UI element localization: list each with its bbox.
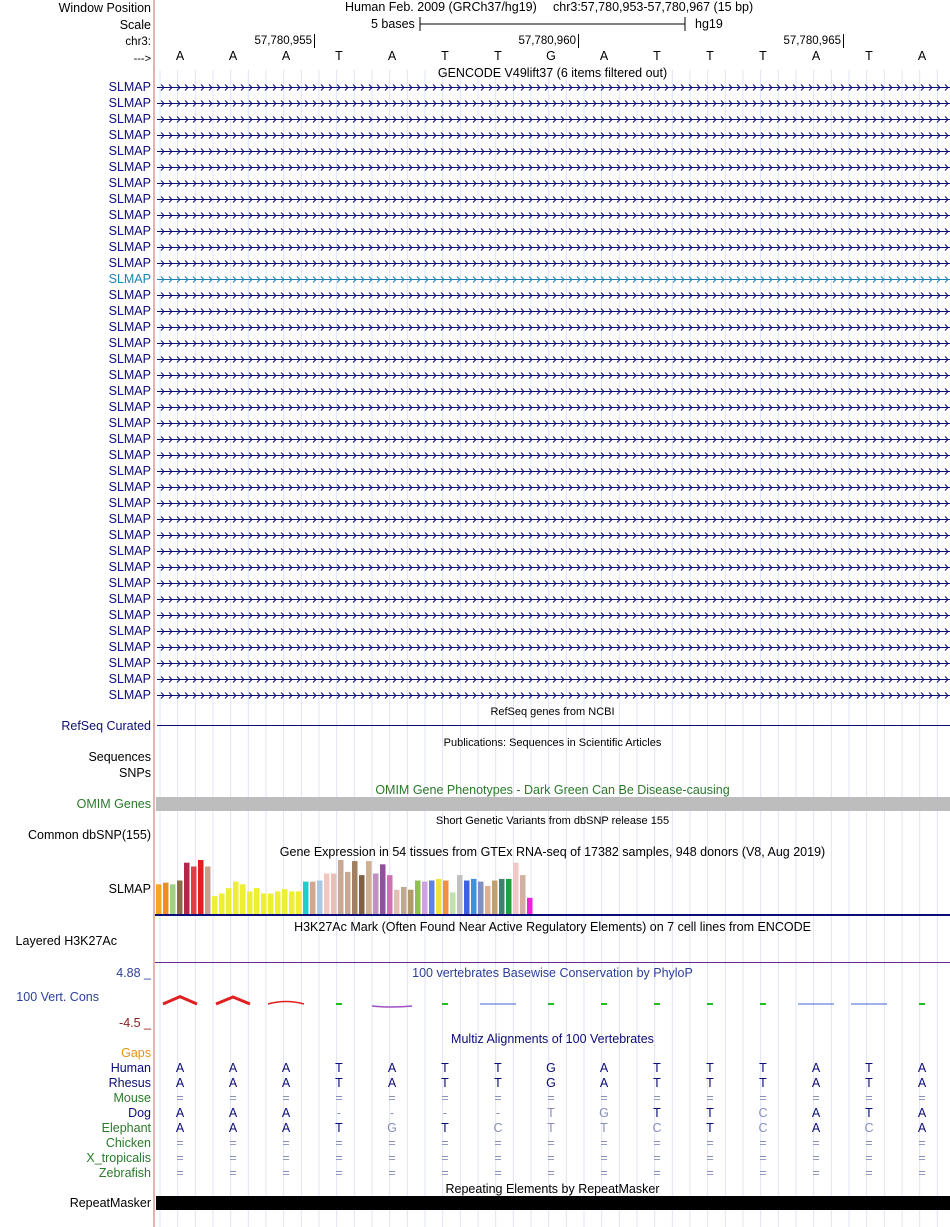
phylop-plot[interactable] <box>155 980 950 1025</box>
gene-label[interactable]: SLMAP <box>108 544 151 558</box>
multiz-gaps-label: Gaps <box>121 1046 151 1060</box>
gene-label[interactable]: SLMAP <box>108 96 151 110</box>
gencode-gene-lines[interactable] <box>155 0 950 720</box>
gtex-bar <box>324 874 330 915</box>
gtex-bar <box>184 863 190 914</box>
position-text: chr3:57,780,953-57,780,967 (15 bp) <box>553 0 754 14</box>
track-area[interactable] <box>155 0 950 1227</box>
gtex-bar <box>303 882 309 914</box>
alignment-base: = <box>441 1091 449 1105</box>
base-letter: T <box>494 49 502 63</box>
phylop-peak <box>268 1002 304 1005</box>
phylop-title: 100 vertebrates Basewise Conservation by PhyloP <box>412 966 693 980</box>
alignment-base: = <box>335 1091 343 1105</box>
base-letter: T <box>335 49 343 63</box>
alignment-base: T <box>441 1121 449 1135</box>
gene-label[interactable]: SLMAP <box>108 256 151 270</box>
species-label[interactable]: Human <box>110 1061 151 1075</box>
gene-label[interactable]: SLMAP <box>108 528 151 542</box>
alignment-base: = <box>494 1151 502 1165</box>
refseq-line[interactable] <box>157 725 950 726</box>
alignment-base: = <box>388 1136 396 1150</box>
gtex-bar <box>492 881 498 914</box>
alignment-base: T <box>441 1061 449 1075</box>
gene-label[interactable]: SLMAP <box>108 80 151 94</box>
species-label[interactable]: X_tropicalis <box>86 1151 151 1165</box>
gtex-bar <box>415 881 421 914</box>
alignment-base: A <box>175 1106 185 1120</box>
gtex-bar <box>310 882 316 914</box>
alignment-base: A <box>387 1076 397 1090</box>
phylop-peak <box>216 997 250 1004</box>
alignment-base: A <box>281 1121 291 1135</box>
phylop-label[interactable]: 100 Vert. Cons <box>16 990 99 1004</box>
alignment-base: - <box>495 1106 501 1120</box>
gene-label[interactable]: SLMAP <box>108 144 151 158</box>
alignment-base: = <box>812 1091 820 1105</box>
alignment-base: = <box>388 1166 396 1180</box>
gtex-bar <box>261 893 267 914</box>
alignment-base: = <box>706 1151 714 1165</box>
alignment-base: T <box>494 1061 502 1075</box>
phylop-peak <box>163 997 197 1004</box>
gtex-bar <box>380 864 386 914</box>
gtex-bar <box>373 874 379 915</box>
alignment-base: T <box>706 1076 714 1090</box>
alignment-base: A <box>175 1061 185 1075</box>
gene-label[interactable]: SLMAP <box>108 384 151 398</box>
alignment-base: A <box>228 1121 238 1135</box>
alignment-base: = <box>229 1091 237 1105</box>
gtex-bar <box>212 896 218 914</box>
alignment-base: T <box>653 1061 661 1075</box>
gene-label[interactable]: SLMAP <box>108 304 151 318</box>
alignment-base: = <box>812 1151 820 1165</box>
alignment-base: = <box>388 1091 396 1105</box>
alignment-base: = <box>282 1136 290 1150</box>
gtex-bar <box>366 861 372 914</box>
scale-label: Scale <box>119 18 151 32</box>
gtex-bar <box>205 866 211 914</box>
gene-label[interactable]: SLMAP <box>108 592 151 606</box>
alignment-base: = <box>282 1166 290 1180</box>
alignment-base: = <box>706 1091 714 1105</box>
gene-label[interactable]: SLMAP <box>108 688 151 702</box>
alignment-base: T <box>653 1076 661 1090</box>
gtex-bar <box>247 891 253 914</box>
alignment-base: A <box>599 1061 609 1075</box>
base-letter: A <box>917 49 927 63</box>
gtex-bar <box>219 893 225 914</box>
gene-label[interactable]: SLMAP <box>108 112 151 126</box>
alignment-base: T <box>547 1121 555 1135</box>
gtex-bar <box>254 888 260 914</box>
gtex-bar <box>156 884 162 914</box>
gtex-bar <box>485 886 491 914</box>
gtex-title: Gene Expression in 54 tissues from GTEx RNA-seq of 17382 samples, 948 donors (V8, Aug 2019) <box>279 845 826 859</box>
alignment-base: = <box>547 1166 555 1180</box>
alignment-base: = <box>494 1136 502 1150</box>
alignment-base: = <box>653 1091 661 1105</box>
alignment-base: = <box>494 1091 502 1105</box>
alignment-base: C <box>652 1121 662 1135</box>
assembly-name: Human Feb. 2009 (GRCh37/hg19) <box>345 0 537 14</box>
refseq-title: RefSeq genes from NCBI <box>490 706 615 718</box>
alignment-base: = <box>547 1091 555 1105</box>
species-label[interactable]: Rhesus <box>108 1076 151 1090</box>
alignment-base: T <box>865 1106 873 1120</box>
alignment-base: A <box>917 1121 927 1135</box>
gene-label[interactable]: SLMAP <box>108 320 151 334</box>
alignment-base: = <box>759 1136 767 1150</box>
gtex-bar <box>527 898 533 914</box>
multiz-title: Multiz Alignments of 100 Vertebrates <box>451 1032 654 1046</box>
position-tick-label: 57,780,960 <box>518 35 576 47</box>
gene-label[interactable]: SLMAP <box>108 400 151 414</box>
alignment-base: = <box>282 1151 290 1165</box>
alignment-base: A <box>811 1076 821 1090</box>
gene-label[interactable]: SLMAP <box>108 656 151 670</box>
gtex-bar <box>422 882 428 914</box>
refseq-label[interactable]: RefSeq Curated <box>61 719 151 733</box>
gene-label[interactable]: SLMAP <box>108 672 151 686</box>
alignment-base: = <box>706 1136 714 1150</box>
alignment-base: = <box>600 1151 608 1165</box>
alignment-base: = <box>918 1136 926 1150</box>
repeatmasker-label[interactable]: RepeatMasker <box>69 1196 151 1210</box>
alignment-base: T <box>335 1121 343 1135</box>
alignment-base: = <box>865 1166 873 1180</box>
alignment-base: C <box>864 1121 874 1135</box>
gene-label[interactable]: SLMAP <box>108 624 151 638</box>
phylop-max-label: 4.88 _ <box>116 966 151 980</box>
gtex-bar <box>268 893 274 914</box>
gtex-label[interactable]: SLMAP <box>108 882 151 896</box>
db-name: hg19 <box>695 17 723 31</box>
alignment-base: = <box>335 1136 343 1150</box>
alignment-base: = <box>600 1136 608 1150</box>
repeatmasker-bar[interactable] <box>156 1196 950 1210</box>
position-tick-label: 57,780,965 <box>783 35 841 47</box>
alignment-base: = <box>229 1151 237 1165</box>
species-label[interactable]: Mouse <box>113 1091 151 1105</box>
gtex-bar <box>170 884 176 914</box>
alignment-base: = <box>865 1091 873 1105</box>
alignment-base: A <box>387 1061 397 1075</box>
h3k27ac-line <box>155 962 950 963</box>
alignment-base: = <box>176 1091 184 1105</box>
gtex-bar <box>499 879 505 914</box>
gencode-title: GENCODE V49lift37 (6 items filtered out) <box>437 66 668 80</box>
gtex-bar <box>233 882 239 914</box>
gtex-bar <box>226 888 232 914</box>
alignment-base: C <box>493 1121 503 1135</box>
alignment-base: = <box>441 1151 449 1165</box>
strand-label: ---> <box>133 53 151 65</box>
gene-label[interactable]: SLMAP <box>108 560 151 574</box>
species-label[interactable]: Dog <box>128 1106 151 1120</box>
alignment-base: C <box>758 1121 768 1135</box>
gtex-bar <box>240 884 246 914</box>
alignment-base: A <box>281 1106 291 1120</box>
alignment-base: T <box>441 1076 449 1090</box>
gtex-bar <box>520 875 526 914</box>
gene-label[interactable]: SLMAP <box>108 176 151 190</box>
alignment-base: = <box>918 1091 926 1105</box>
alignment-base: T <box>335 1076 343 1090</box>
dbsnp-title: Short Genetic Variants from dbSNP release 155 <box>435 815 670 827</box>
alignment-base: = <box>176 1166 184 1180</box>
alignment-base: = <box>759 1166 767 1180</box>
alignment-base: A <box>175 1076 185 1090</box>
gene-label[interactable]: SLMAP <box>108 512 151 526</box>
gene-label[interactable]: SLMAP <box>108 416 151 430</box>
gtex-bar <box>401 887 407 914</box>
gene-label[interactable]: SLMAP <box>108 496 151 510</box>
alignment-base: = <box>865 1136 873 1150</box>
gene-label[interactable]: SLMAP <box>108 448 151 462</box>
alignment-base: T <box>547 1106 555 1120</box>
alignment-base: = <box>918 1166 926 1180</box>
scale-text: 5 bases <box>371 17 415 31</box>
alignment-base: - <box>442 1106 448 1120</box>
gtex-bar <box>513 863 519 914</box>
gtex-bar <box>457 875 463 914</box>
alignment-base: = <box>176 1151 184 1165</box>
alignment-base: A <box>281 1061 291 1075</box>
gtex-bottom-line <box>155 914 950 916</box>
phylop-min-label: -4.5 _ <box>119 1016 151 1030</box>
omim-title: OMIM Gene Phenotypes - Dark Green Can Be Disease-causing <box>375 783 730 797</box>
gtex-bar <box>282 889 288 914</box>
base-letter: A <box>175 49 185 63</box>
gene-label[interactable]: SLMAP <box>108 208 151 222</box>
alignment-base: = <box>600 1091 608 1105</box>
gtex-bar <box>191 866 197 914</box>
alignment-base: = <box>388 1151 396 1165</box>
alignment-base: = <box>229 1136 237 1150</box>
gtex-bar <box>198 860 204 914</box>
alignment-base: C <box>758 1106 768 1120</box>
alignment-base: = <box>653 1166 661 1180</box>
base-letter: A <box>228 49 238 63</box>
gtex-bar <box>289 891 295 914</box>
alignment-base: - <box>336 1106 342 1120</box>
alignment-base: = <box>653 1151 661 1165</box>
alignment-base: T <box>706 1106 714 1120</box>
alignment-base: G <box>546 1076 556 1090</box>
base-letter: A <box>811 49 821 63</box>
alignment-base: G <box>387 1121 397 1135</box>
alignment-base: A <box>281 1076 291 1090</box>
repeatmasker-title: Repeating Elements by RepeatMasker <box>445 1182 660 1196</box>
alignment-base: A <box>917 1106 927 1120</box>
alignment-base: - <box>389 1106 395 1120</box>
gtex-bar <box>359 875 365 914</box>
alignment-base: T <box>865 1076 873 1090</box>
position-tick-label: 57,780,955 <box>254 35 312 47</box>
alignment-base: T <box>759 1061 767 1075</box>
gtex-bar <box>408 890 414 914</box>
alignment-base: = <box>600 1166 608 1180</box>
alignment-base: = <box>547 1151 555 1165</box>
gtex-bar <box>478 882 484 914</box>
gtex-bar <box>317 881 323 914</box>
gene-label[interactable]: SLMAP <box>108 368 151 382</box>
species-label[interactable]: Zebrafish <box>98 1166 151 1180</box>
base-letter: T <box>759 49 767 63</box>
base-letter: T <box>653 49 661 63</box>
alignment-base: A <box>228 1061 238 1075</box>
alignment-base: = <box>653 1136 661 1150</box>
omim-bar[interactable] <box>156 797 950 811</box>
gtex-bar <box>436 879 442 914</box>
alignment-base: T <box>759 1076 767 1090</box>
gtex-bar <box>464 881 470 914</box>
alignment-base: T <box>494 1076 502 1090</box>
gtex-bar <box>450 892 456 914</box>
alignment-base: A <box>599 1076 609 1090</box>
alignment-base: = <box>335 1166 343 1180</box>
gene-label[interactable]: SLMAP <box>108 576 151 590</box>
base-letter: T <box>865 49 873 63</box>
alignment-base: T <box>706 1061 714 1075</box>
base-letter: A <box>599 49 609 63</box>
gtex-bar <box>394 890 400 914</box>
omim-label[interactable]: OMIM Genes <box>76 797 151 811</box>
species-label[interactable]: Chicken <box>105 1136 151 1150</box>
base-letter: A <box>387 49 397 63</box>
gtex-bar <box>338 860 344 914</box>
gene-label[interactable]: SLMAP <box>108 240 151 254</box>
track-labels <box>0 0 153 1227</box>
alignment-base: = <box>441 1166 449 1180</box>
gene-label[interactable]: SLMAP <box>108 288 151 302</box>
alignment-base: A <box>228 1106 238 1120</box>
gene-label[interactable]: SLMAP <box>108 432 151 446</box>
alignment-base: T <box>335 1061 343 1075</box>
gtex-bar-chart[interactable] <box>155 858 555 916</box>
alignment-base: A <box>917 1076 927 1090</box>
alignment-base: A <box>228 1076 238 1090</box>
alignment-base: A <box>811 1061 821 1075</box>
alignment-base: = <box>441 1136 449 1150</box>
alignment-base: A <box>917 1061 927 1075</box>
base-letter: A <box>281 49 291 63</box>
alignment-base: = <box>547 1136 555 1150</box>
gtex-bar <box>471 879 477 914</box>
h3k27ac-label[interactable]: Layered H3K27Ac <box>15 934 117 948</box>
alignment-base: = <box>812 1136 820 1150</box>
species-label[interactable]: Elephant <box>101 1121 151 1135</box>
gtex-bar <box>296 891 302 914</box>
alignment-base: = <box>494 1166 502 1180</box>
gene-label[interactable]: SLMAP <box>108 480 151 494</box>
publications-label-snps[interactable]: SNPs <box>119 766 151 780</box>
gene-label[interactable]: SLMAP <box>108 272 151 286</box>
alignment-base: T <box>865 1061 873 1075</box>
gtex-bar <box>163 883 169 914</box>
gtex-bar <box>429 881 435 914</box>
gene-label[interactable]: SLMAP <box>108 336 151 350</box>
gene-label[interactable]: SLMAP <box>108 128 151 142</box>
alignment-base: = <box>229 1166 237 1180</box>
gtex-bar <box>331 874 337 915</box>
publications-label-sequences[interactable]: Sequences <box>88 750 151 764</box>
alignment-base: T <box>600 1121 608 1135</box>
chrom-label: chr3: <box>125 36 151 48</box>
alignment-base: G <box>599 1106 609 1120</box>
alignment-base: T <box>706 1121 714 1135</box>
window-position-label: Window Position <box>58 1 151 15</box>
gtex-bar <box>506 879 512 914</box>
publications-title: Publications: Sequences in Scientific Articles <box>443 737 662 749</box>
alignment-base: A <box>175 1121 185 1135</box>
phylop-dip <box>372 1006 412 1007</box>
base-letter: T <box>441 49 449 63</box>
gtex-bar <box>352 861 358 914</box>
alignment-base: G <box>546 1061 556 1075</box>
gtex-bar <box>387 875 393 914</box>
alignment-base: = <box>282 1091 290 1105</box>
alignment-base: = <box>865 1151 873 1165</box>
base-letter: T <box>706 49 714 63</box>
dbsnp-label[interactable]: Common dbSNP(155) <box>28 828 151 842</box>
gene-label[interactable]: SLMAP <box>108 160 151 174</box>
gene-label[interactable]: SLMAP <box>108 352 151 366</box>
gtex-bar <box>275 891 281 914</box>
alignment-base: = <box>759 1151 767 1165</box>
alignment-base: = <box>759 1091 767 1105</box>
gtex-bar <box>177 881 183 914</box>
base-letter: G <box>546 49 556 63</box>
alignment-base: A <box>811 1121 821 1135</box>
gtex-bar <box>443 881 449 914</box>
alignment-base: = <box>335 1151 343 1165</box>
h3k27ac-title: H3K27Ac Mark (Often Found Near Active Regulatory Elements) on 7 cell lines from ENCODE <box>294 920 811 934</box>
gene-label[interactable]: SLMAP <box>108 464 151 478</box>
alignment-base: A <box>811 1106 821 1120</box>
gene-label[interactable]: SLMAP <box>108 640 151 654</box>
alignment-base: = <box>176 1136 184 1150</box>
alignment-base: = <box>812 1166 820 1180</box>
alignment-base: T <box>653 1106 661 1120</box>
gene-label[interactable]: SLMAP <box>108 224 151 238</box>
alignment-base: = <box>918 1151 926 1165</box>
gene-label[interactable]: SLMAP <box>108 192 151 206</box>
gtex-bar <box>345 872 351 914</box>
gene-label[interactable]: SLMAP <box>108 608 151 622</box>
alignment-base: = <box>706 1166 714 1180</box>
